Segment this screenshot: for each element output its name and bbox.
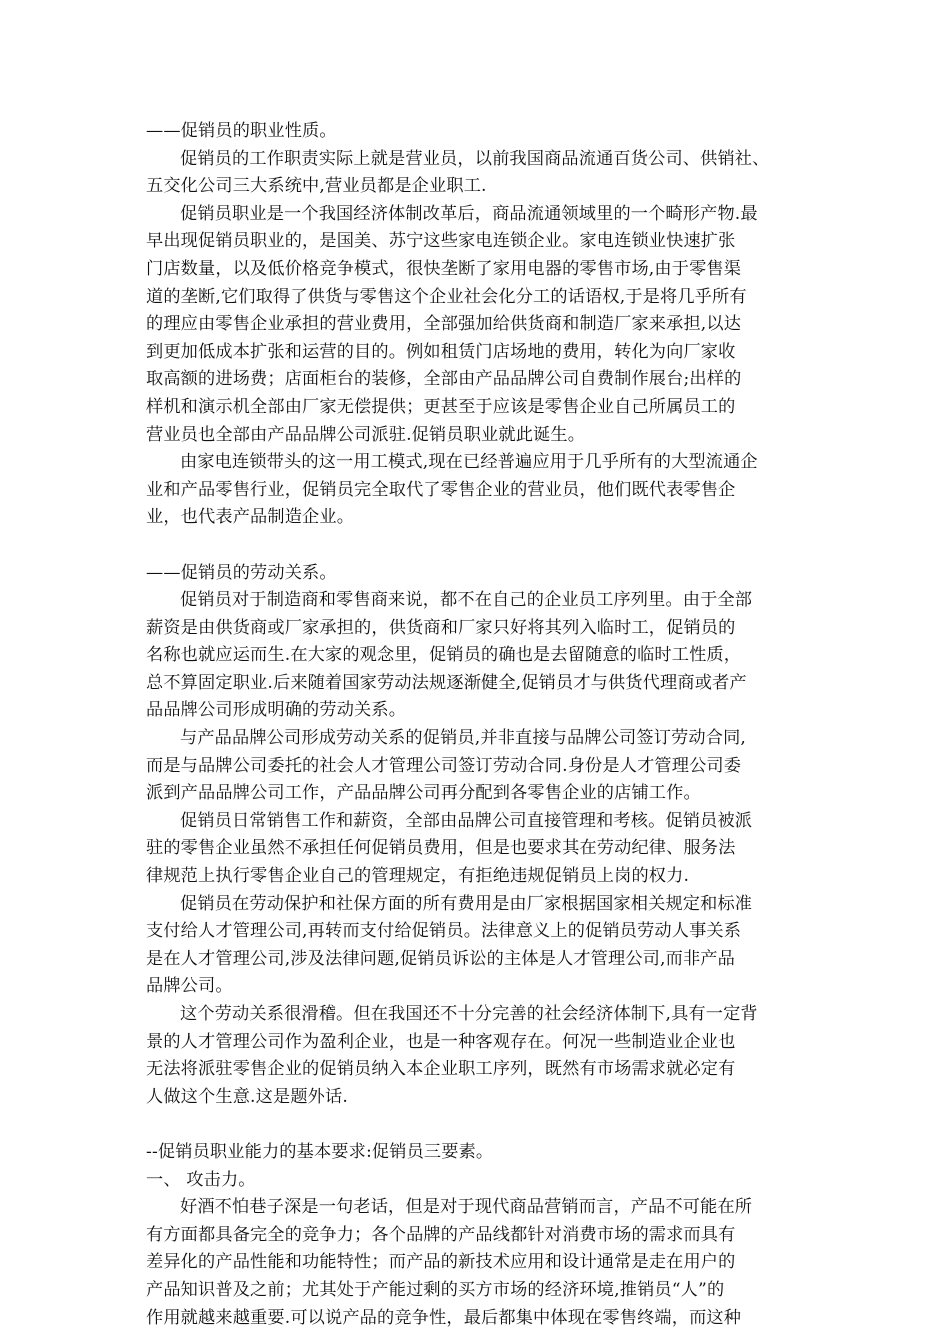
text-line: 支付给人才管理公司,再转而支付给促销员。法律意义上的促销员劳动人事关系 xyxy=(146,921,742,942)
text-line: 样机和演示机全部由厂家无偿提供；更甚至于应该是零售企业自己所属员工的 xyxy=(146,396,736,417)
text-line: 促销员的工作职责实际上就是营业员，以前我国商品流通百货公司、供销社、 xyxy=(180,148,770,169)
paragraph xyxy=(146,1194,800,1332)
text-line: 这个劳动关系很滑稽。但在我国还不十分完善的社会经济体制下,具有一定背 xyxy=(180,1004,758,1024)
text-line: 好酒不怕巷子深是一句老话，但是对于现代商品营销而言，产品不可能在所 xyxy=(180,1197,753,1218)
text-line: 景的人才管理公司作为盈利企业，也是一种客观存在。何况一些制造业企业也 xyxy=(146,1031,736,1052)
text-line: 取高额的进场费；店面柜台的装修，全部由产品品牌公司自费制作展台;出样的 xyxy=(146,369,742,390)
text-line: 总不算固定职业.后来随着国家劳动法规逐渐健全,促销员才与供货代理商或者产 xyxy=(146,672,747,693)
text-line: 五交化公司三大系统中,营业员都是企业职工. xyxy=(146,176,487,197)
text-line: 派到产品品牌公司工作，产品品牌公司再分配到各零售企业的店铺工作。 xyxy=(146,783,701,804)
document-page xyxy=(146,118,800,1332)
section-heading: ——促销员的职业性质。 xyxy=(146,121,337,141)
paragraph xyxy=(146,891,800,1001)
text-line: 薪资是由供货商或厂家承担的，供货商和厂家只好将其列入临时工，促销员的 xyxy=(146,617,736,638)
text-line: 促销员在劳动保护和社保方面的所有费用是由厂家根据国家相关规定和标准 xyxy=(180,893,753,914)
section-heading: --促销员职业能力的基本要求:促销员三要素。 xyxy=(146,1141,494,1162)
text-line: 驻的零售企业虽然不承担任何促销员费用，但是也要求其在劳动纪律、服务法 xyxy=(146,838,736,859)
text-line: 品品牌公司形成明确的劳动关系。 xyxy=(146,700,407,721)
blank-line xyxy=(146,1111,800,1139)
text-line: 与产品品牌公司形成劳动关系的促销员,并非直接与品牌公司签订劳动合同, xyxy=(180,728,747,749)
text-line: 营业员也全部由产品品牌公司派驻.促销员职业就此诞生。 xyxy=(146,424,586,445)
text-line: 早出现促销员职业的，是国美、苏宁这些家电连锁企业。家电连锁业快速扩张 xyxy=(146,231,736,252)
text-line: 是在人才管理公司,涉及法律问题,促销员诉讼的主体是人才管理公司,而非产品 xyxy=(146,948,735,969)
text-line: 品牌公司。 xyxy=(146,976,233,997)
text-line: 由家电连锁带头的这一用工模式,现在已经普遍应用于几乎所有的大型流通企 xyxy=(180,452,758,473)
text-line: 产品知识普及之前；尤其处于产能过剩的买方市场的经济环境,推销员“人”的 xyxy=(146,1279,725,1300)
text-line: 名称也就应运而生.在大家的观念里，促销员的确也是去留随意的临时工性质， xyxy=(146,645,742,666)
text-line: 人做这个生意.这是题外话. xyxy=(146,1086,348,1107)
section-heading: ——促销员的劳动关系。 xyxy=(146,562,337,583)
text-line: 有方面都具备完全的竞争力；各个品牌的产品线都针对消费市场的需求而具有 xyxy=(146,1224,736,1245)
text-line: 差异化的产品性能和功能特性；而产品的新技术应用和设计通常是走在用户的 xyxy=(146,1252,736,1273)
text-line: 门店数量，以及低价格竞争模式，很快垄断了家用电器的零售市场,由于零售渠 xyxy=(146,258,742,279)
text-line: 的理应由零售企业承担的营业费用，全部强加给供货商和制造厂家来承担,以达 xyxy=(146,314,742,335)
paragraph xyxy=(146,808,800,891)
subsection-heading: 一、 攻击力。 xyxy=(146,1169,256,1190)
paragraph xyxy=(146,725,800,808)
text-line: 道的垄断,它们取得了供货与零售这个企业社会化分工的话语权,于是将几乎所有 xyxy=(146,286,747,307)
text-line: 业和产品零售行业，促销员完全取代了零售企业的营业员，他们既代表零售企 xyxy=(146,479,736,500)
paragraph xyxy=(146,587,800,725)
text-line: 业，也代表产品制造企业。 xyxy=(146,507,355,528)
text-line: 到更加低成本扩张和运营的目的。例如租赁门店场地的费用，转化为向厂家收 xyxy=(146,341,736,362)
paragraph xyxy=(146,146,800,201)
text-line: 无法将派驻零售企业的促销员纳入本企业职工序列，既然有市场需求就必定有 xyxy=(146,1059,736,1080)
text-line: 而是与品牌公司委托的社会人才管理公司签订劳动合同.身份是人才管理公司委 xyxy=(146,755,742,776)
text-line: 促销员对于制造商和零售商来说，都不在自己的企业员工序列里。由于全部 xyxy=(180,590,753,611)
text-line: 作用就越来越重要.可以说产品的竞争性，最后都集中体现在零售终端，而这种 xyxy=(146,1307,742,1328)
paragraph xyxy=(146,1001,800,1111)
blank-line xyxy=(146,532,800,560)
text-line: 促销员职业是一个我国经济体制改革后，商品流通领域里的一个畸形产物.最 xyxy=(180,203,758,224)
text-line: 律规范上执行零售企业自己的管理规定，有拒绝违规促销员上岗的权力. xyxy=(146,866,690,887)
text-line: 促销员日常销售工作和薪资，全部由品牌公司直接管理和考核。促销员被派 xyxy=(180,810,753,831)
paragraph xyxy=(146,201,800,449)
paragraph xyxy=(146,449,800,532)
